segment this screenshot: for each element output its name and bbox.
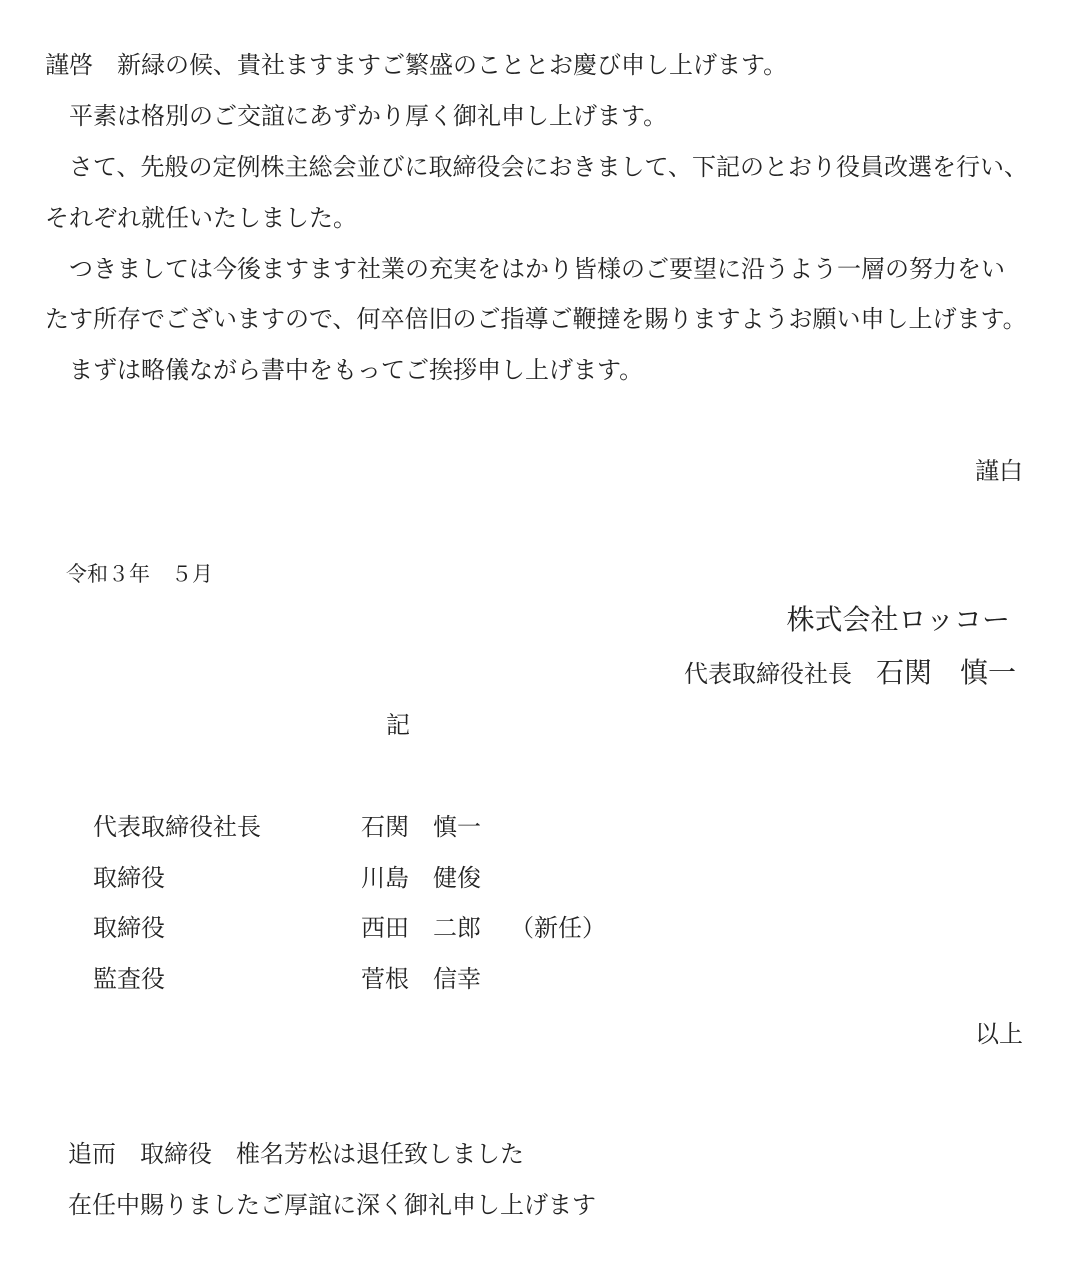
closing-kinpaku: 謹白: [975, 457, 1023, 485]
greeting-line-3: さて、先般の定例株主総会並びに取締役会におきまして、下記のとおり役員改選を行い、: [45, 153, 1029, 181]
postscript-line-2: 在任中賜りましたご厚誼に深く御礼申し上げます: [68, 1191, 596, 1219]
greeting-line-6: たす所存でございますので、何卒倍旧のご指導ご鞭撻を賜りますようお願い申し上げます。: [45, 305, 1027, 333]
greeting-line-4: それぞれ就任いたしました。: [45, 204, 357, 232]
greeting-line-7: まずは略儀ながら書中をもってご挨拶申し上げます。: [45, 356, 644, 384]
signer: [684, 657, 1016, 690]
greeting-line-2: 平素は格別のご交誼にあずかり厚く御礼申し上げます。: [45, 102, 668, 130]
signer-title: 代表取締役社長: [683, 660, 852, 688]
greeting-line-1: 謹啓 新緑の候、貴社ますますご繁盛のこととお慶び申し上げます。: [45, 51, 788, 79]
letter-date: 令和３年 ５月: [66, 562, 213, 586]
closing-ijou: 以上: [975, 1020, 1023, 1048]
signer-name: 石関 慎一: [875, 656, 1016, 689]
officer-name: 石関 慎一: [361, 813, 481, 841]
officer-name: 菅根 信幸: [361, 965, 481, 993]
officer-role: 取締役: [93, 864, 165, 892]
officer-name: 西田 二郎: [361, 914, 481, 942]
ki-heading: 記: [386, 711, 410, 739]
greeting-line-5: つきましては今後ますます社業の充実をはかり皆様のご要望に沿うよう一層の努力をい: [45, 255, 1005, 283]
company-name: 株式会社ロッコー: [786, 603, 1010, 636]
officer-role: 代表取締役社長: [93, 813, 261, 841]
officer-role: 監査役: [93, 965, 165, 993]
officer-note: （新任）: [510, 914, 606, 942]
officer-role: 取締役: [93, 914, 165, 942]
officer-name: 川島 健俊: [361, 864, 481, 892]
postscript-line-1: 追而 取締役 椎名芳松は退任致しました: [68, 1140, 524, 1168]
